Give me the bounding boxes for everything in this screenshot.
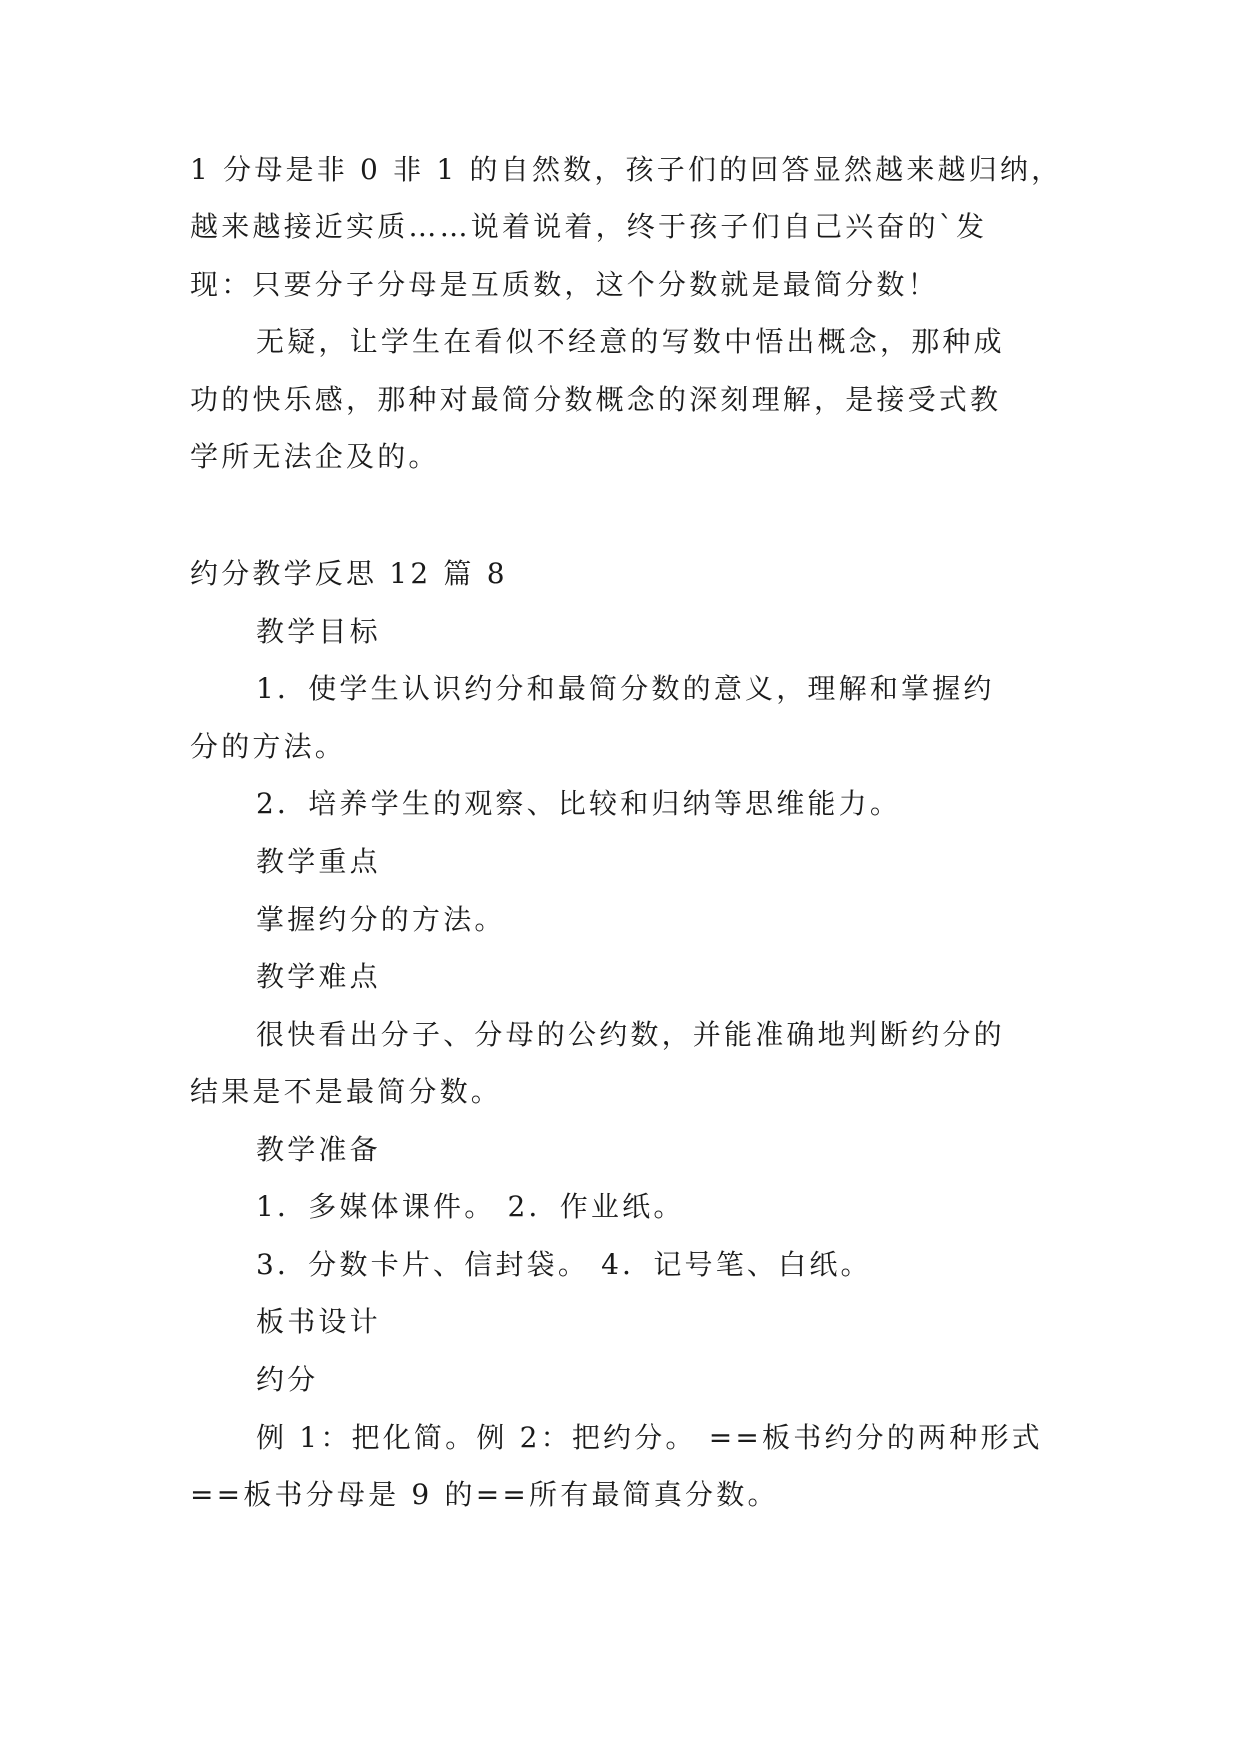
section-heading: 教学目标 bbox=[256, 615, 381, 648]
paragraph-line: 结果是不是最简分数。 bbox=[190, 1075, 503, 1108]
paragraph-line: 现：只要分子分母是互质数，这个分数就是最简分数！ bbox=[190, 268, 939, 301]
section-heading: 教学准备 bbox=[256, 1133, 381, 1166]
paragraph-line: ==板书分母是 9 的==所有最简真分数。 bbox=[190, 1478, 779, 1511]
list-item: 1．多媒体课件。 2．作业纸。 bbox=[256, 1190, 685, 1223]
paragraph-line: 越来越接近实质……说着说着，终于孩子们自己兴奋的`发 bbox=[190, 210, 988, 243]
paragraph-line: 无疑，让学生在看似不经意的写数中悟出概念，那种成 bbox=[256, 325, 1005, 358]
paragraph-line: 1 分母是非 0 非 1 的自然数，孩子们的回答显然越来越归纳， bbox=[190, 153, 1063, 186]
list-item-continuation: 分的方法。 bbox=[190, 730, 347, 763]
paragraph-line: 很快看出分子、分母的公约数，并能准确地判断约分的 bbox=[256, 1018, 1005, 1051]
list-item: 1．使学生认识约分和最简分数的意义，理解和掌握约 bbox=[256, 672, 995, 705]
paragraph-line: 学所无法企及的。 bbox=[190, 440, 440, 473]
section-heading: 教学难点 bbox=[256, 960, 381, 993]
paragraph-line: 例 1：把化简。例 2：把约分。 ==板书约分的两种形式 bbox=[256, 1421, 1043, 1454]
section-heading: 板书设计 bbox=[256, 1305, 381, 1338]
section-heading: 教学重点 bbox=[256, 845, 381, 878]
paragraph-line: 掌握约分的方法。 bbox=[256, 903, 506, 936]
section-title: 约分教学反思 12 篇 8 bbox=[190, 557, 508, 590]
paragraph-line: 约分 bbox=[256, 1363, 319, 1396]
list-item: 3．分数卡片、信封袋。 4．记号笔、白纸。 bbox=[256, 1248, 872, 1281]
paragraph-line: 功的快乐感，那种对最简分数概念的深刻理解，是接受式教 bbox=[190, 383, 1002, 416]
list-item: 2．培养学生的观察、比较和归纳等思维能力。 bbox=[256, 787, 902, 820]
